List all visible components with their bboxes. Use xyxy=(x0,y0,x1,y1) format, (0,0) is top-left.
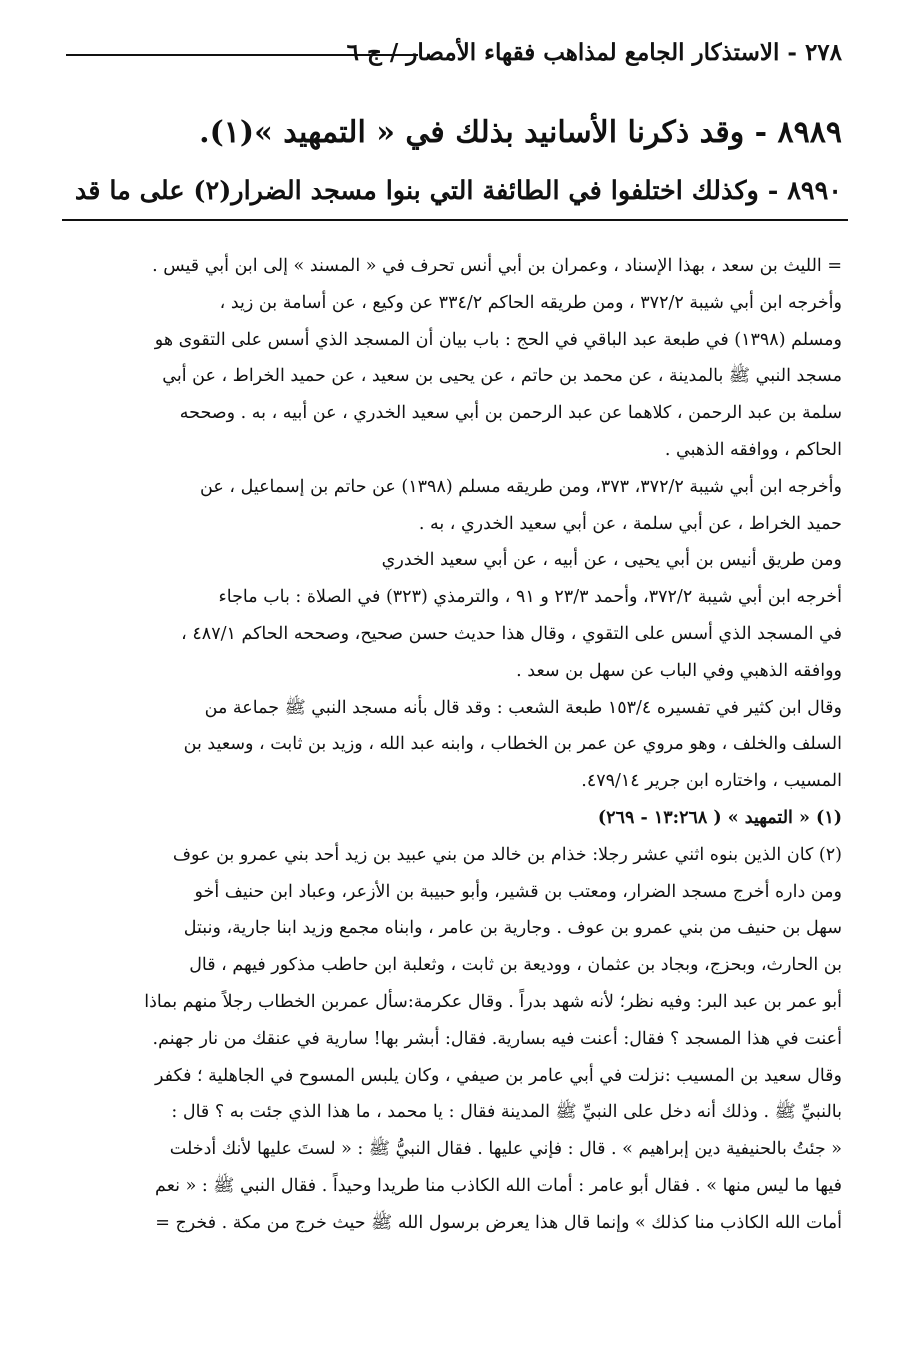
footnote-line: ووافقه الذهبي وفي الباب عن سهل بن سعد . xyxy=(516,660,842,681)
paragraph-8989: ٨٩٨٩ - وقد ذكرنا الأسانيد بذلك في « التمهيد »(١). xyxy=(199,115,842,150)
footnote-line: حميد الخراط ، عن أبي سلمة ، عن أبي سعيد الخدري ، به . xyxy=(418,513,842,534)
footnote-line: أخرجه ابن أبي شيبة ٣٧٢/٢، وأحمد ٢٣/٣ و ٩١ ، والترمذي (٣٢٣) في الصلاة : باب ماجاء xyxy=(218,587,842,608)
footnote-2: (٢) كان الذين بنوه اثني عشر رجلا: خذام بن خالد من بني عبيد بن زيد أحد بني عمرو بن عوف xyxy=(172,844,842,865)
main-text xyxy=(66,104,842,220)
footnote-separator xyxy=(62,219,848,221)
footnote-line: السلف والخلف ، وهو مروي عن عمر بن الخطاب ، وابنه عبد الله ، وزيد بن ثابت ، وسعيد بن xyxy=(183,734,842,755)
footnote-line: ومن طريق أنيس بن أبي يحيى ، عن أبيه ، عن أبي سعيد الخدري xyxy=(381,550,842,571)
running-header: ٢٧٨ - الاستذكار الجامع لمذاهب فقهاء الأمصار / ج ٦ xyxy=(346,39,842,66)
footnotes xyxy=(60,248,842,1242)
footnote-1: (١) « التمهيد » ( ١٣:٢٦٨ - ٢٦٩) xyxy=(597,807,842,828)
footnote-line: بن الحارث، وبحزج، وبجاد بن عثمان ، ووديعة بن ثابت ، وثعلبة ابن حاطب مذكور فيهم ، قال xyxy=(189,955,842,976)
footnote-line: مسجد النبي ﷺ بالمدينة ، عن محمد بن حاتم ، عن يحيى بن سعيد ، عن حميد الخراط ، عن أبي xyxy=(162,366,842,387)
footnote-line: سلمة بن عبد الرحمن ، كلاهما عن عبد الرحمن بن أبي سعيد الخدري ، عن أبيه ، به . وصححه xyxy=(179,403,842,424)
paragraph-8990: ٨٩٩٠ - وكذلك اختلفوا في الطائفة التي بنوا مسجد الضرار(٢) على ما قد xyxy=(74,176,842,206)
footnote-line: ومسلم (١٣٩٨) في طبعة عبد الباقي في الحج : باب بيان أن المسجد الذي أسس على التقوى هو xyxy=(154,329,842,350)
footnote-line: أبو عمر بن عبد البر: وفيه نظر؛ لأنه شهد بدراً . وقال عكرمة:سأل عمربن الخطاب رجلاً منهم بماذا xyxy=(144,991,842,1012)
footnote-line: « جئتُ بالحنيفية دين إبراهيم » . قال : فإني عليها . فقال النبيُّ ﷺ : « لستَ عليها لأنك أدخلت xyxy=(169,1139,842,1160)
footnote-line: الحاكم ، ووافقه الذهبي . xyxy=(664,439,842,460)
footnote-line: ومن داره أخرج مسجد الضرار، ومعتب بن قشير، وأبو حبيبة بن الأزعر، وعباد ابن حنيف أخو xyxy=(194,881,842,902)
footnote-line: المسيب ، واختاره ابن جرير ٤٧٩/١٤. xyxy=(581,771,842,792)
footnote-line: فيها ما ليس منها » . فقال أبو عامر : أمات الله الكاذب منا طريدا وحيداً . فقال النبي ﷺ : « نعم xyxy=(155,1175,842,1196)
footnote-line: = الليث بن سعد ، بهذا الإسناد ، وعمران بن أبي أنس تحرف في « المسند » إلى ابن أبي قيس . xyxy=(152,256,842,276)
header-rule xyxy=(66,54,418,56)
footnote-line: أعنت في هذا المسجد ؟ فقال: أعنت فيه بسارية. فقال: أبشر بها! سارية في عنقك من نار جهنم. xyxy=(152,1028,842,1049)
footnote-line: وقال ابن كثير في تفسيره ١٥٣/٤ طبعة الشعب : وقد قال بأنه مسجد النبي ﷺ جماعة من xyxy=(204,697,842,718)
footnote-line: وأخرجه ابن أبي شيبة ٣٧٢/٢ ، ومن طريقه الحاكم ٣٣٤/٢ عن وكيع ، عن أسامة بن زيد ، xyxy=(219,292,842,313)
footnote-line: أمات الله الكاذب منا كذلك » وإنما قال هذا يعرض برسول الله ﷺ حيث خرج من مكة . فخرج = xyxy=(155,1212,842,1233)
footnote-line: بالنبيِّ ﷺ . وذلك أنه دخل على النبيِّ ﷺ المدينة فقال : يا محمد ، ما هذا الذي جئت به ؟ قال : xyxy=(171,1102,842,1123)
footnote-line: وقال سعيد بن المسيب :نزلت في أبي عامر بن صيفي ، وكان يلبس المسوح في الجاهلية ؛ فكفر xyxy=(154,1065,842,1086)
footnote-line: وأخرجه ابن أبي شيبة ٣٧٢/٢، ٣٧٣، ومن طريقه مسلم (١٣٩٨) عن حاتم بن إسماعيل ، عن xyxy=(200,476,842,497)
footnote-line: سهل بن حنيف من بني عمرو بن عوف . وجارية بن عامر ، وابناه مجمع وزيد ابنا جارية، ونبتل xyxy=(183,918,842,939)
footnote-line: في المسجد الذي أسس على التقوي ، وقال هذا حديث حسن صحيح، وصححه الحاكم ٤٨٧/١ ، xyxy=(181,623,842,644)
